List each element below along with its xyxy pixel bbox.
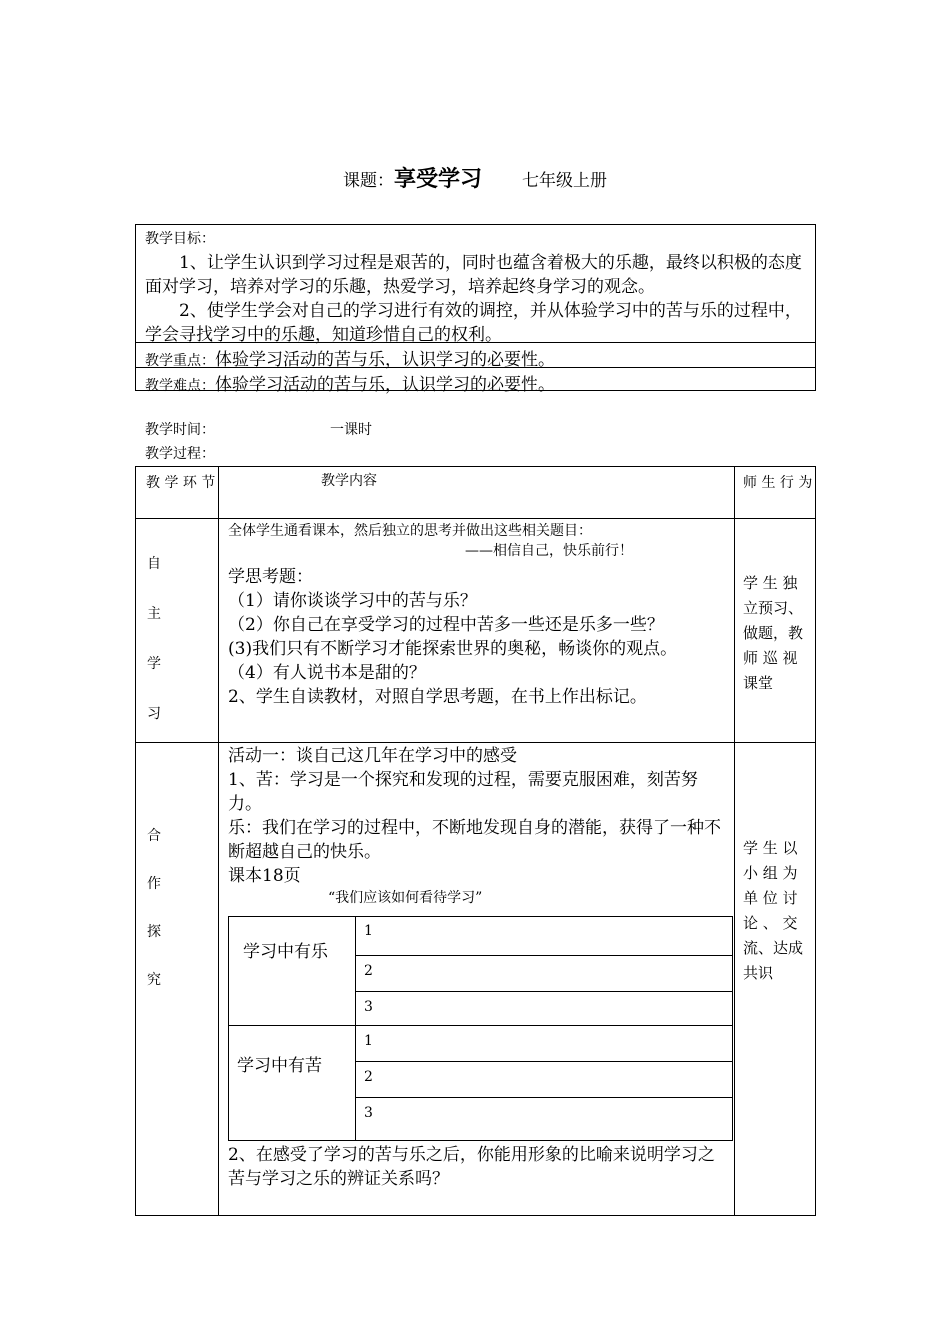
cooperation-task2: 2、在感受了学习的苦与乐之后，你能用形象的比喻来说明学习之苦与学习之乐的辨证关系吗？ (228, 1145, 715, 1189)
key-point-text: 体验学习活动的苦与乐，认识学习的必要性。 (215, 350, 555, 370)
stage-char: 作 (147, 876, 161, 892)
self-study-content (228, 521, 728, 709)
title-label: 课题： (342, 171, 394, 191)
cooperation-role: 学 生 以 小 组 为 单 位 讨 论 、 交 流、达成共识 (743, 839, 804, 982)
key-point (145, 345, 555, 371)
stage-cooperation (147, 812, 161, 1004)
question-2: （2）你自己在享受学习的过程中苦多一些还是乐多一些？ (228, 615, 664, 635)
self-study-motto: ——相信自己，快乐前行！ (465, 543, 633, 559)
joy-bitter-table (228, 916, 733, 1141)
textbook-page: 课本18页 (228, 866, 301, 886)
joy-item: 2 (364, 963, 373, 979)
bitter-text: 1、苦：学习是一个探究和发现的过程，需要克服困难，刻苦努力。 (228, 770, 698, 814)
self-study-intro: 全体学生通看课本，然后独立的思考并做出这些相关题目： (228, 523, 592, 539)
lesson-title (0, 162, 950, 193)
stage-char: 习 (147, 706, 161, 722)
title-main: 享受学习 (393, 167, 482, 192)
stage-char: 究 (147, 972, 161, 988)
self-study-task2: 2、学生自读教材，对照自学思考题，在书上作出标记。 (228, 687, 647, 707)
joy-label: 学习中有乐 (243, 942, 328, 962)
stage-self-study (147, 539, 161, 739)
joy-item: 3 (364, 999, 373, 1015)
stage-char: 主 (147, 606, 161, 622)
joy-item: 1 (364, 923, 373, 939)
stage-char: 学 (147, 656, 161, 672)
objectives-box (135, 224, 816, 395)
stage-char: 自 (147, 556, 161, 572)
question-4: （4）有人说书本是甜的？ (228, 663, 426, 683)
grade-label: 七年级上册 (522, 171, 607, 191)
stage-char: 合 (147, 828, 161, 844)
question-1: （1）请你谈谈学习中的苦与乐？ (228, 591, 477, 611)
bitter-item: 2 (364, 1069, 373, 1085)
cooperation-content (228, 744, 728, 908)
difficult-point (145, 370, 555, 396)
joy-text: 乐：我们在学习的过程中，不断地发现自身的潜能，获得了一种不断超越自己的快乐。 (228, 818, 721, 862)
process-label: 教学过程： (145, 446, 215, 462)
objective-2: 2、使学生学会对自己的学习进行有效的调控，并从体验学习中的苦与乐的过程中，学会寻找学习中的乐趣，知道珍惜自己的权利。 (145, 301, 802, 345)
header-role: 师 生 行 为 (743, 475, 813, 491)
key-point-label: 教学重点： (145, 353, 215, 369)
activity-title: 活动一：谈自己这几年在学习中的感受 (228, 746, 517, 766)
time-value: 一课时 (330, 422, 372, 438)
objectives-label: 教学目标： (145, 231, 215, 247)
bitter-label: 学习中有苦 (237, 1056, 322, 1076)
time-label: 教学时间： (145, 422, 215, 438)
question-3: (3)我们只有不断学习才能探索世界的奥秘，畅谈你的观点。 (228, 639, 678, 659)
questions-title: 学思考题： (228, 567, 313, 587)
difficult-point-text: 体验学习活动的苦与乐，认识学习的必要性。 (215, 375, 555, 395)
objective-1: 1、让学生认识到学习过程是艰苦的，同时也蕴含着极大的乐趣，最终以积极的态度面对学习，培养对学习的乐趣，热爱学习，培养起终身学习的观念。 (145, 253, 802, 297)
bitter-item: 3 (364, 1105, 373, 1121)
process-table (135, 466, 816, 1216)
stage-char: 探 (147, 924, 161, 940)
header-stage: 教 学 环 节 (146, 475, 216, 491)
sub-table-title: “我们应该如何看待学习” (328, 890, 483, 906)
self-study-role: 学 生 独 立预习、做题，教 师 巡 视课堂 (743, 574, 804, 692)
header-content: 教学内容 (321, 473, 377, 489)
difficult-point-label: 教学难点： (145, 378, 215, 394)
bitter-item: 1 (364, 1033, 373, 1049)
